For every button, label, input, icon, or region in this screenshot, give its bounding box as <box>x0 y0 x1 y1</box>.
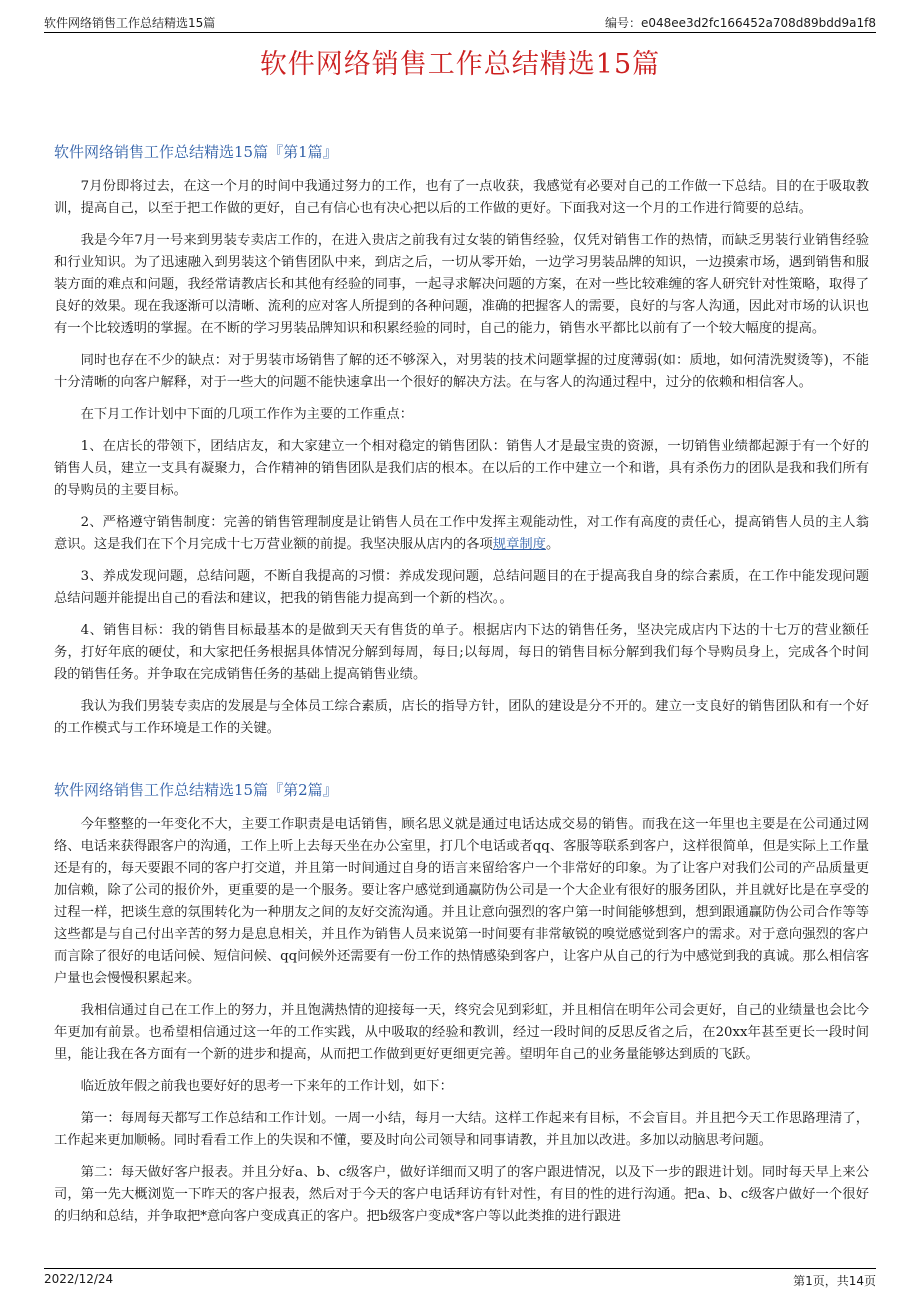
page-footer <box>44 1268 876 1289</box>
paragraph: 第一：每周每天都写工作总结和工作计划。一周一小结，每月一大结。这样工作起来有目标，不会盲目。并且把今天工作思路理清了，工作起来更加顺畅。同时看看工作上的失误和不懂，要及时向公司领导和同事请教，并且加以改进。多加以动脑思考问题。 <box>54 1111 869 1148</box>
paragraph-with-link <box>54 512 869 556</box>
page-title: 软件网络销售工作总结精选15篇 <box>259 49 661 80</box>
footer-page-number: 第1页，共14页 <box>793 1274 876 1288</box>
header-doc-title: 软件网络销售工作总结精选15篇 <box>44 16 216 30</box>
paragraph: 7月份即将过去，在这一个月的时间中我通过努力的工作，也有了一点收获，我感觉有必要对自己的工作做一下总结。目的在于吸取教训，提高自己，以至于把工作做的更好，自己有信心也有决心把以后的工作做的更好。下面我对这一个月的工作进行简要的总结。 <box>54 179 869 216</box>
paragraph: 第二：每天做好客户报表。并且分好a、b、c级客户，做好详细而又明了的客户跟进情况，以及下一步的跟进计划。同时每天早上来公司，第一先大概浏览一下昨天的客户报表，然后对于今天的客户电话拜访有针对性，有目的性的进行沟通。把a、b、c级客户做好一个很好的归纳和总结，并争取把*意向客户变成真正的客户。把b级客户变成*客户等以此类推的进行跟进 <box>54 1165 869 1224</box>
paragraph: 同时也存在不少的缺点：对于男装市场销售了解的还不够深入，对男装的技术问题掌握的过度薄弱(如：质地，如何清洗熨烫等)，不能十分清晰的向客户解释，对于一些大的问题不能快速拿出一个很好的解决方法。在与客人的沟通过程中，过分的依赖和相信客人。 <box>54 353 869 390</box>
paragraph: 我是今年7月一号来到男装专卖店工作的，在进入贵店之前我有过女装的销售经验，仅凭对销售工作的热情，而缺乏男装行业销售经验和行业知识。为了迅速融入到男装这个销售团队中来，到店之后，一切从零开始，一边学习男装品牌的知识，一边摸索市场，遇到销售和服装方面的难点和问题，我经常请教店长和其他有经验的同事，一起寻求解决问题的方案，在对一些比较难缠的客人研究针对性策略，取得了良好的效果。现在我逐渐可以清晰、流利的应对客人所提到的各种问题，准确的把握客人的需要，良好的与客人沟通，因此对市场的认识也有一个比较透明的掌握。在不断的学习男装品牌知识和积累经验的同时，自己的能力，销售水平都比以前有了一个较大幅度的提高。 <box>54 233 869 336</box>
paragraph-end: 。 <box>545 537 560 552</box>
paragraph: 在下月工作计划中下面的几项工作作为主要的工作重点： <box>80 407 414 422</box>
paragraph: 1、在店长的带领下，团结店友，和大家建立一个相对稳定的销售团队：销售人才是最宝贵的资源，一切销售业绩都起源于有一个好的销售人员，建立一支具有凝聚力，合作精神的销售团队是我们店的根本。在以后的工作中建立一个和谐，具有杀伤力的团队是我和我们所有的导购员的主要目标。 <box>54 439 869 498</box>
footer-date: 2022/12/24 <box>44 1272 114 1286</box>
rules-link[interactable]: 规章制度 <box>492 537 546 552</box>
paragraph: 我认为我们男装专卖店的发展是与全体员工综合素质，店长的指导方针，团队的建设是分不开的。建立一支良好的销售团队和有一个好的工作模式与工作环境是工作的关键。 <box>54 699 869 736</box>
paragraph: 临近放年假之前我也要好好的思考一下来年的工作计划，如下： <box>80 1079 453 1094</box>
document-body <box>54 142 869 1238</box>
paragraph-text: 2、严格遵守销售制度：完善的销售管理制度是让销售人员在工作中发挥主观能动性，对工作有高度的责任心，提高销售人员的主人翁意识。这是我们在下个月完成十七万营业额的前提。我坚决服从店内的各项 <box>54 515 869 552</box>
paragraph: 4、销售目标：我的销售目标最基本的是做到天天有售货的单子。根据店内下达的销售任务，坚决完成店内下达的十七万的营业额任务，打好年底的硬仗，和大家把任务根据具体情况分解到每周，每日;以每周，每日的销售目标分解到我们每个导购员身上，完成各个时间段的销售任务。并争取在完成销售任务的基础上提高销售业绩。 <box>54 623 869 682</box>
paragraph: 我相信通过自己在工作上的努力，并且饱满热情的迎接每一天，终究会见到彩虹，并且相信在明年公司会更好，自己的业绩量也会比今年更加有前景。也希望相信通过这一年的工作实践，从中吸取的经验和教训，经过一段时间的反思反省之后，在20xx年甚至更长一段时间里，能让我在各方面有一个新的进步和提高，从而把工作做到更好更细更完善。望明年自己的业务量能够达到质的飞跃。 <box>54 1003 869 1062</box>
page-header <box>44 10 876 33</box>
section-heading-2: 软件网络销售工作总结精选15篇『第2篇』 <box>54 781 338 799</box>
header-doc-id: 编号：e048ee3d2fc166452a708d89bdd9a1f8 <box>604 16 876 30</box>
section-heading-1: 软件网络销售工作总结精选15篇『第1篇』 <box>54 143 338 161</box>
paragraph: 今年整整的一年变化不大，主要工作职责是电话销售，顾名思义就是通过电话达成交易的销售。而我在这一年里也主要是在公司通过网络、电话来获得跟客户的沟通，工作上听上去每天坐在办公室里，打几个电话或者qq、客服等联系到客户，这样很简单，但是实际上工作量还是有的，每天要跟不同的客户打交道，并且第一时间通过自身的语言来留给客户一个非常好的印象。为了让客户对我们公司的产品质量更加信赖，除了公司的报价外，更重要的是一个服务。要让客户感觉到通赢防伪公司是一个大企业有很好的服务团队，并且就好比是在享受的过程一样，把谈生意的氛围转化为一种朋友之间的友好交流沟通。并且让意向强烈的客户第一时间能够想到，想到跟通赢防伪公司合作等等这些都是与自己付出辛苦的努力是息息相关，并且作为销售人员来说第一时间要有非常敏锐的嗅觉感觉到客户的需求。对于意向强烈的客户而言除了很好的电话问候、短信问候、qq问候外还需要有一份工作的热情感染到客户，让客户从自己的行为中感觉到我的真诚。那么相信客户量也会慢慢积累起来。 <box>54 817 869 986</box>
paragraph: 3、养成发现问题，总结问题，不断自我提高的习惯：养成发现问题，总结问题目的在于提高我自身的综合素质，在工作中能发现问题总结问题并能提出自己的看法和建议，把我的销售能力提高到一个新的档次。。 <box>54 569 869 606</box>
